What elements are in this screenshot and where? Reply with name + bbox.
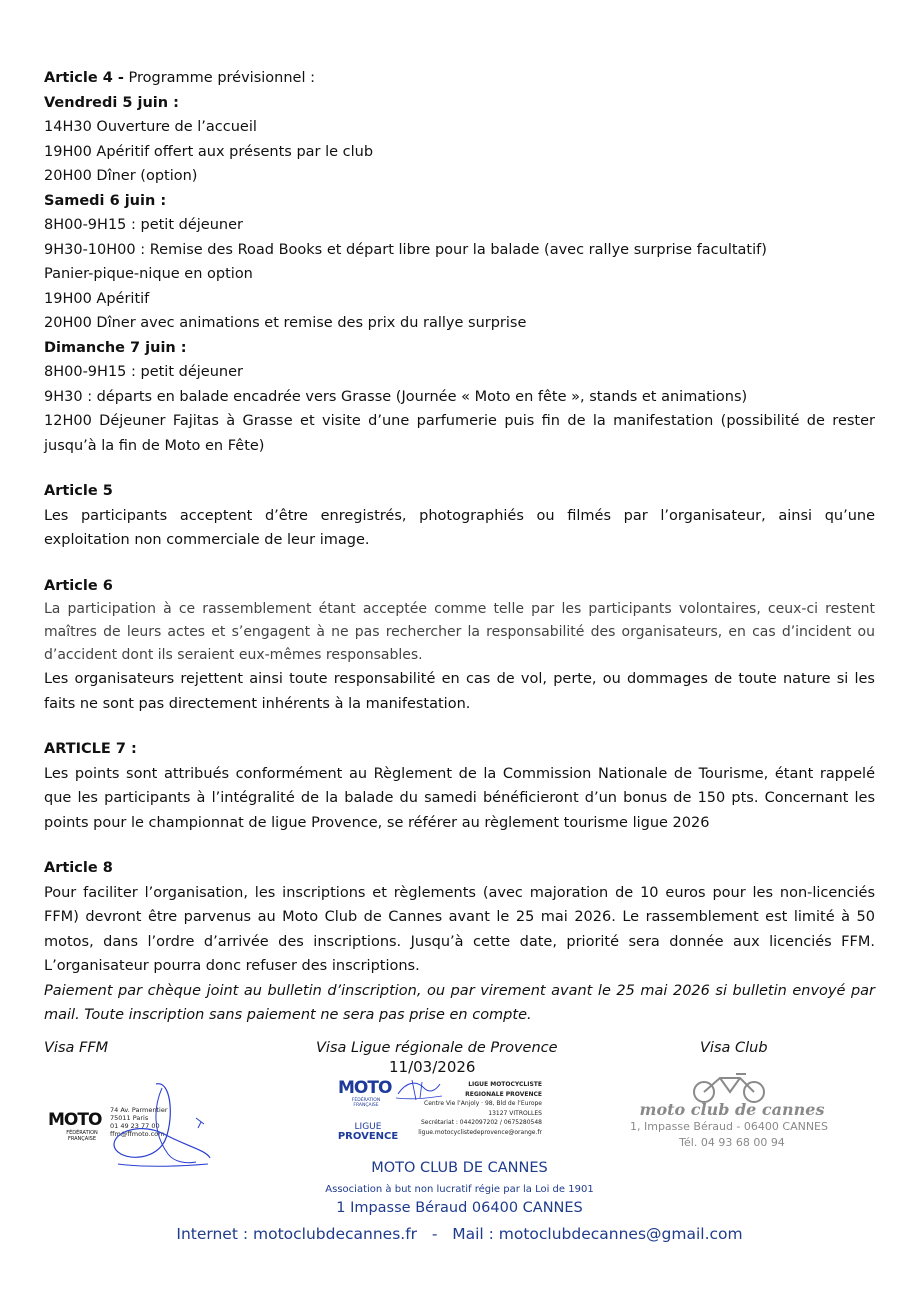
club-stamp-address: 1, Impasse Béraud - 06400 CANNES	[630, 1120, 828, 1133]
article-4-title: Programme prévisionnel :	[123, 70, 315, 86]
ffm-stamp-line: ffm@ffmoto.com	[110, 1130, 165, 1138]
saturday-item: 20H00 Dîner avec animations et remise des prix du rallye surprise	[44, 315, 527, 331]
ffm-stamp-line: 01 49 23 77 00	[110, 1122, 160, 1130]
ligue-stamp-word: LIGUE	[354, 1122, 382, 1132]
friday-heading: Vendredi 5 juin :	[44, 94, 179, 111]
ffm-signature-icon	[46, 1076, 216, 1172]
friday-item: 19H00 Apéritif offert aux présents par le club	[44, 143, 374, 160]
saturday-heading: Samedi 6 juin :	[44, 192, 167, 209]
sunday-heading: Dimanche 7 juin :	[44, 339, 187, 356]
footer-association: Association à but non lucratif régie par la Loi de 1901	[325, 1184, 594, 1195]
visa-club-label: Visa Club	[700, 1040, 768, 1056]
article-6-text-2: Les organisateurs rejettent ainsi toute responsabilité en cas de vol, perte, ou dommages de toute nature si les faits ne sont pas directement inhérents à la manifestation.	[44, 671, 875, 712]
document-body	[44, 66, 875, 1028]
saturday-item: Panier-pique-nique en option	[44, 266, 253, 282]
sunday-item: 8H00-9H15 : petit déjeuner	[44, 364, 243, 380]
article-5-text: Les participants acceptent d’être enregistrés, photographiés ou filmés par l’organisateur, ainsi qu’une exploitation non commerciale de leur image.	[44, 507, 875, 548]
ligue-stamp-address	[418, 1080, 542, 1137]
friday-item: 14H30 Ouverture de l’accueil	[44, 119, 257, 135]
ffm-stamp-subtitle: FÉDÉRATION FRANÇAISE	[66, 1130, 98, 1142]
club-stamp	[618, 1066, 833, 1156]
article-4-heading: Article 4 -	[44, 70, 124, 86]
ligue-stamp-provence: PROVENCE	[337, 1131, 399, 1142]
article-7-heading: ARTICLE 7 :	[44, 741, 137, 757]
visa-date: 11/03/2026	[389, 1058, 476, 1076]
visa-ffm-label: Visa FFM	[44, 1040, 109, 1056]
ffm-stamp-line: 75011 Paris	[110, 1114, 149, 1122]
club-stamp-name: moto club de cannes	[639, 1100, 825, 1119]
ffm-stamp	[46, 1076, 216, 1172]
ffm-stamp-logo: MOTO	[48, 1110, 102, 1130]
ligue-stamp-line: Centre Vie l’Anjoly · 98, Bld de l’Europe	[424, 1100, 542, 1107]
ligue-stamp-logo: MOTO	[338, 1078, 392, 1098]
article-8-heading: Article 8	[44, 860, 113, 876]
ligue-stamp	[336, 1076, 546, 1144]
ligue-stamp-line: REGIONALE PROVENCE	[465, 1090, 542, 1098]
sunday-item: 9H30 : départs en balade encadrée vers Grasse (Journée « Moto en fête », stands et animations)	[44, 388, 748, 405]
sunday-last-item: 12H00 Déjeuner Fajitas à Grasse et visite d’une parfumerie puis fin de la manifestation (possibilité de rester jusqu’à la fin de Moto en Fête)	[44, 413, 875, 454]
article-5-heading: Article 5	[44, 483, 113, 499]
ligue-stamp-line: ligue.motocyclistedeprovence@orange.fr	[418, 1128, 542, 1136]
saturday-item: 9H30-10H00 : Remise des Road Books et départ libre pour la balade (avec rallye surprise facultatif)	[44, 241, 767, 258]
saturday-item: 8H00-9H15 : petit déjeuner	[44, 217, 243, 233]
footer-club-name: MOTO CLUB DE CANNES	[371, 1160, 548, 1176]
article-4-heading-line	[44, 66, 875, 91]
ligue-stamp-subtitle: FÉDÉRATION FRANÇAISE	[351, 1098, 381, 1108]
friday-item: 20H00 Dîner (option)	[44, 168, 198, 184]
motorcycle-icon	[690, 1068, 770, 1104]
footer-address: 1 Impasse Béraud 06400 CANNES	[336, 1200, 583, 1216]
ligue-stamp-line: 13127 VITROLLES	[488, 1109, 542, 1117]
article-6-text: La participation à ce rassemblement étant acceptée comme telle par les participants volontaires, ceux-ci restent maîtres de leurs actes et s’engagent à ne pas rechercher la responsabilité des organisateurs, en cas d’incident ou d’accident dont ils seraient eux-mêmes responsables.	[44, 601, 875, 663]
footer-contact: Internet : motoclubdecannes.fr - Mail : motoclubdecannes@gmail.com	[176, 1225, 743, 1243]
ligue-stamp-line: LIGUE MOTOCYCLISTE	[468, 1081, 542, 1088]
club-stamp-phone: Tél. 04 93 68 00 94	[679, 1136, 785, 1149]
visa-ligue-label: Visa Ligue régionale de Provence	[316, 1040, 558, 1056]
article-6-heading: Article 6	[44, 577, 113, 594]
ligue-stamp-line: Secrétariat : 0442097202 / 0675280548	[420, 1119, 542, 1126]
article-8-text: Pour faciliter l’organisation, les inscriptions et règlements (avec majoration de 10 euros pour les non-licenciés FFM) devront être parvenus au Moto Club de Cannes avant le 25 mai 2026. Le rassemblement est limité à 50 motos, dans l’ordre d’arrivée des inscriptions. Jusqu’à cette date, priorité sera donnée aux licenciés FFM. L’organisateur pourra donc refuser des inscriptions.	[44, 884, 875, 974]
ffm-stamp-line: 74 Av. Parmentier	[110, 1106, 168, 1114]
saturday-item: 19H00 Apéritif	[44, 290, 150, 307]
article-7-text: Les points sont attribués conformément au Règlement de la Commission Nationale de Tourisme, étant rappelé que les participants à l’intégralité de la balade du samedi bénéficieront d’un bonus de 150 pts. Concernant les points pour le championnat de ligue Provence, se référer au règlement tourisme ligue 2026	[44, 765, 875, 831]
article-8-payment-note: Paiement par chèque joint au bulletin d’inscription, ou par virement avant le 25 mai 2026 si bulletin envoyé par mail. Toute inscription sans paiement ne sera pas prise en compte.	[44, 982, 875, 1023]
